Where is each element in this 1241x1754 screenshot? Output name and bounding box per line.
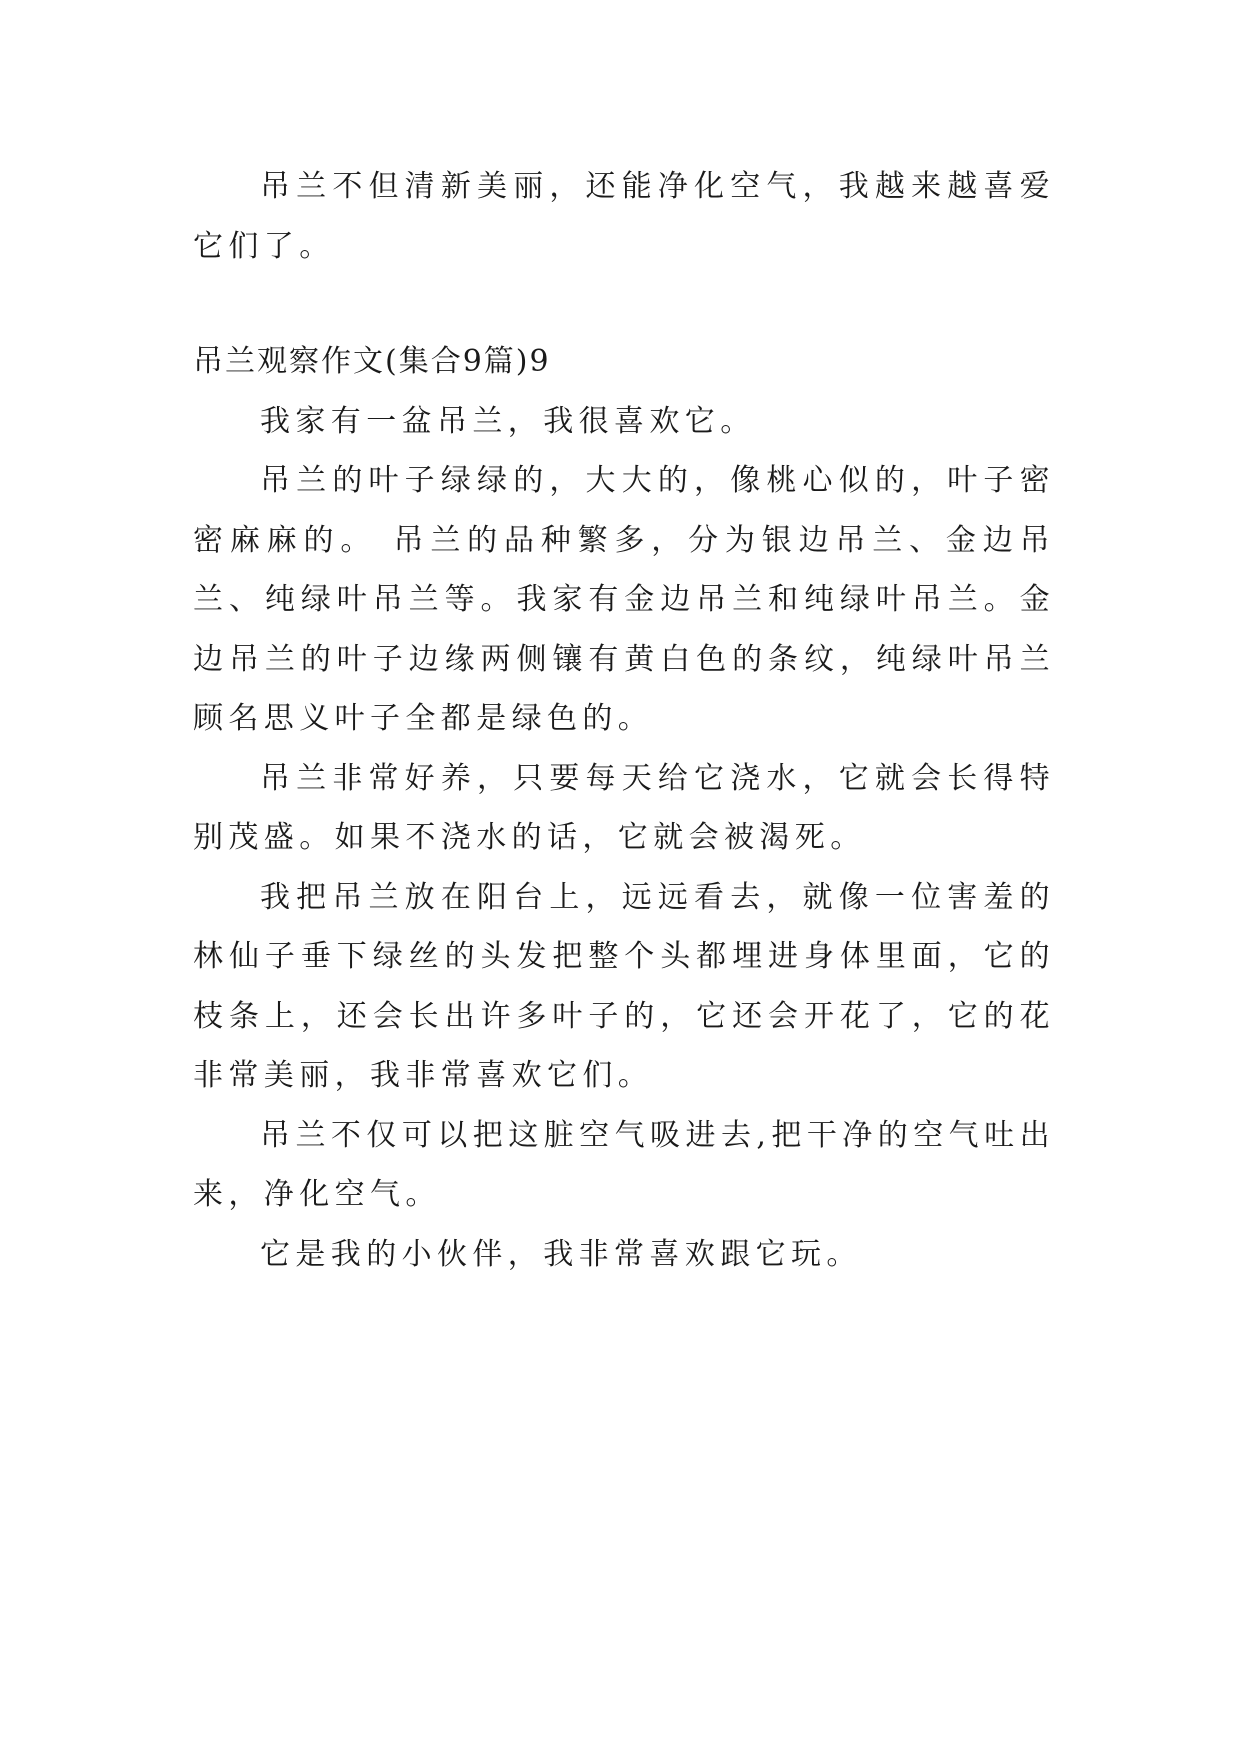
paragraph: 我把吊兰放在阳台上，远远看去，就像一位害羞的林仙子垂下绿丝的头发把整个头都埋进身体里面，它的枝条上，还会长出许多叶子的，它还会开花了，它的花非常美丽，我非常喜欢它们。 (193, 879, 1055, 1093)
section-title: 吊兰观察作文(集合9篇)9 (193, 344, 551, 379)
paragraph: 吊兰的叶子绿绿的，大大的，像桃心似的，叶子密密麻麻的。 吊兰的品种繁多，分为银边吊兰、金边吊兰、纯绿叶吊兰等。我家有金边吊兰和纯绿叶吊兰。金边吊兰的叶子边缘两侧镶有黄白色的条纹，纯绿叶吊兰顾名思义叶子全都是绿色的。 (193, 463, 1055, 736)
paragraph: 我家有一盆吊兰，我很喜欢它。 (260, 403, 756, 439)
intro-section (193, 157, 1055, 276)
paragraph: 它是我的小伙伴，我非常喜欢跟它玩。 (260, 1236, 862, 1272)
essay-section (193, 332, 1055, 1284)
paragraph: 吊兰不仅可以把这脏空气吸进去,把干净的空气吐出来，净化空气。 (193, 1117, 1055, 1212)
intro-paragraph: 吊兰不但清新美丽，还能净化空气，我越来越喜爱它们了。 (193, 169, 1055, 264)
paragraph: 吊兰非常好养，只要每天给它浇水，它就会长得特别茂盛。如果不浇水的话，它就会被渴死。 (193, 760, 1055, 855)
